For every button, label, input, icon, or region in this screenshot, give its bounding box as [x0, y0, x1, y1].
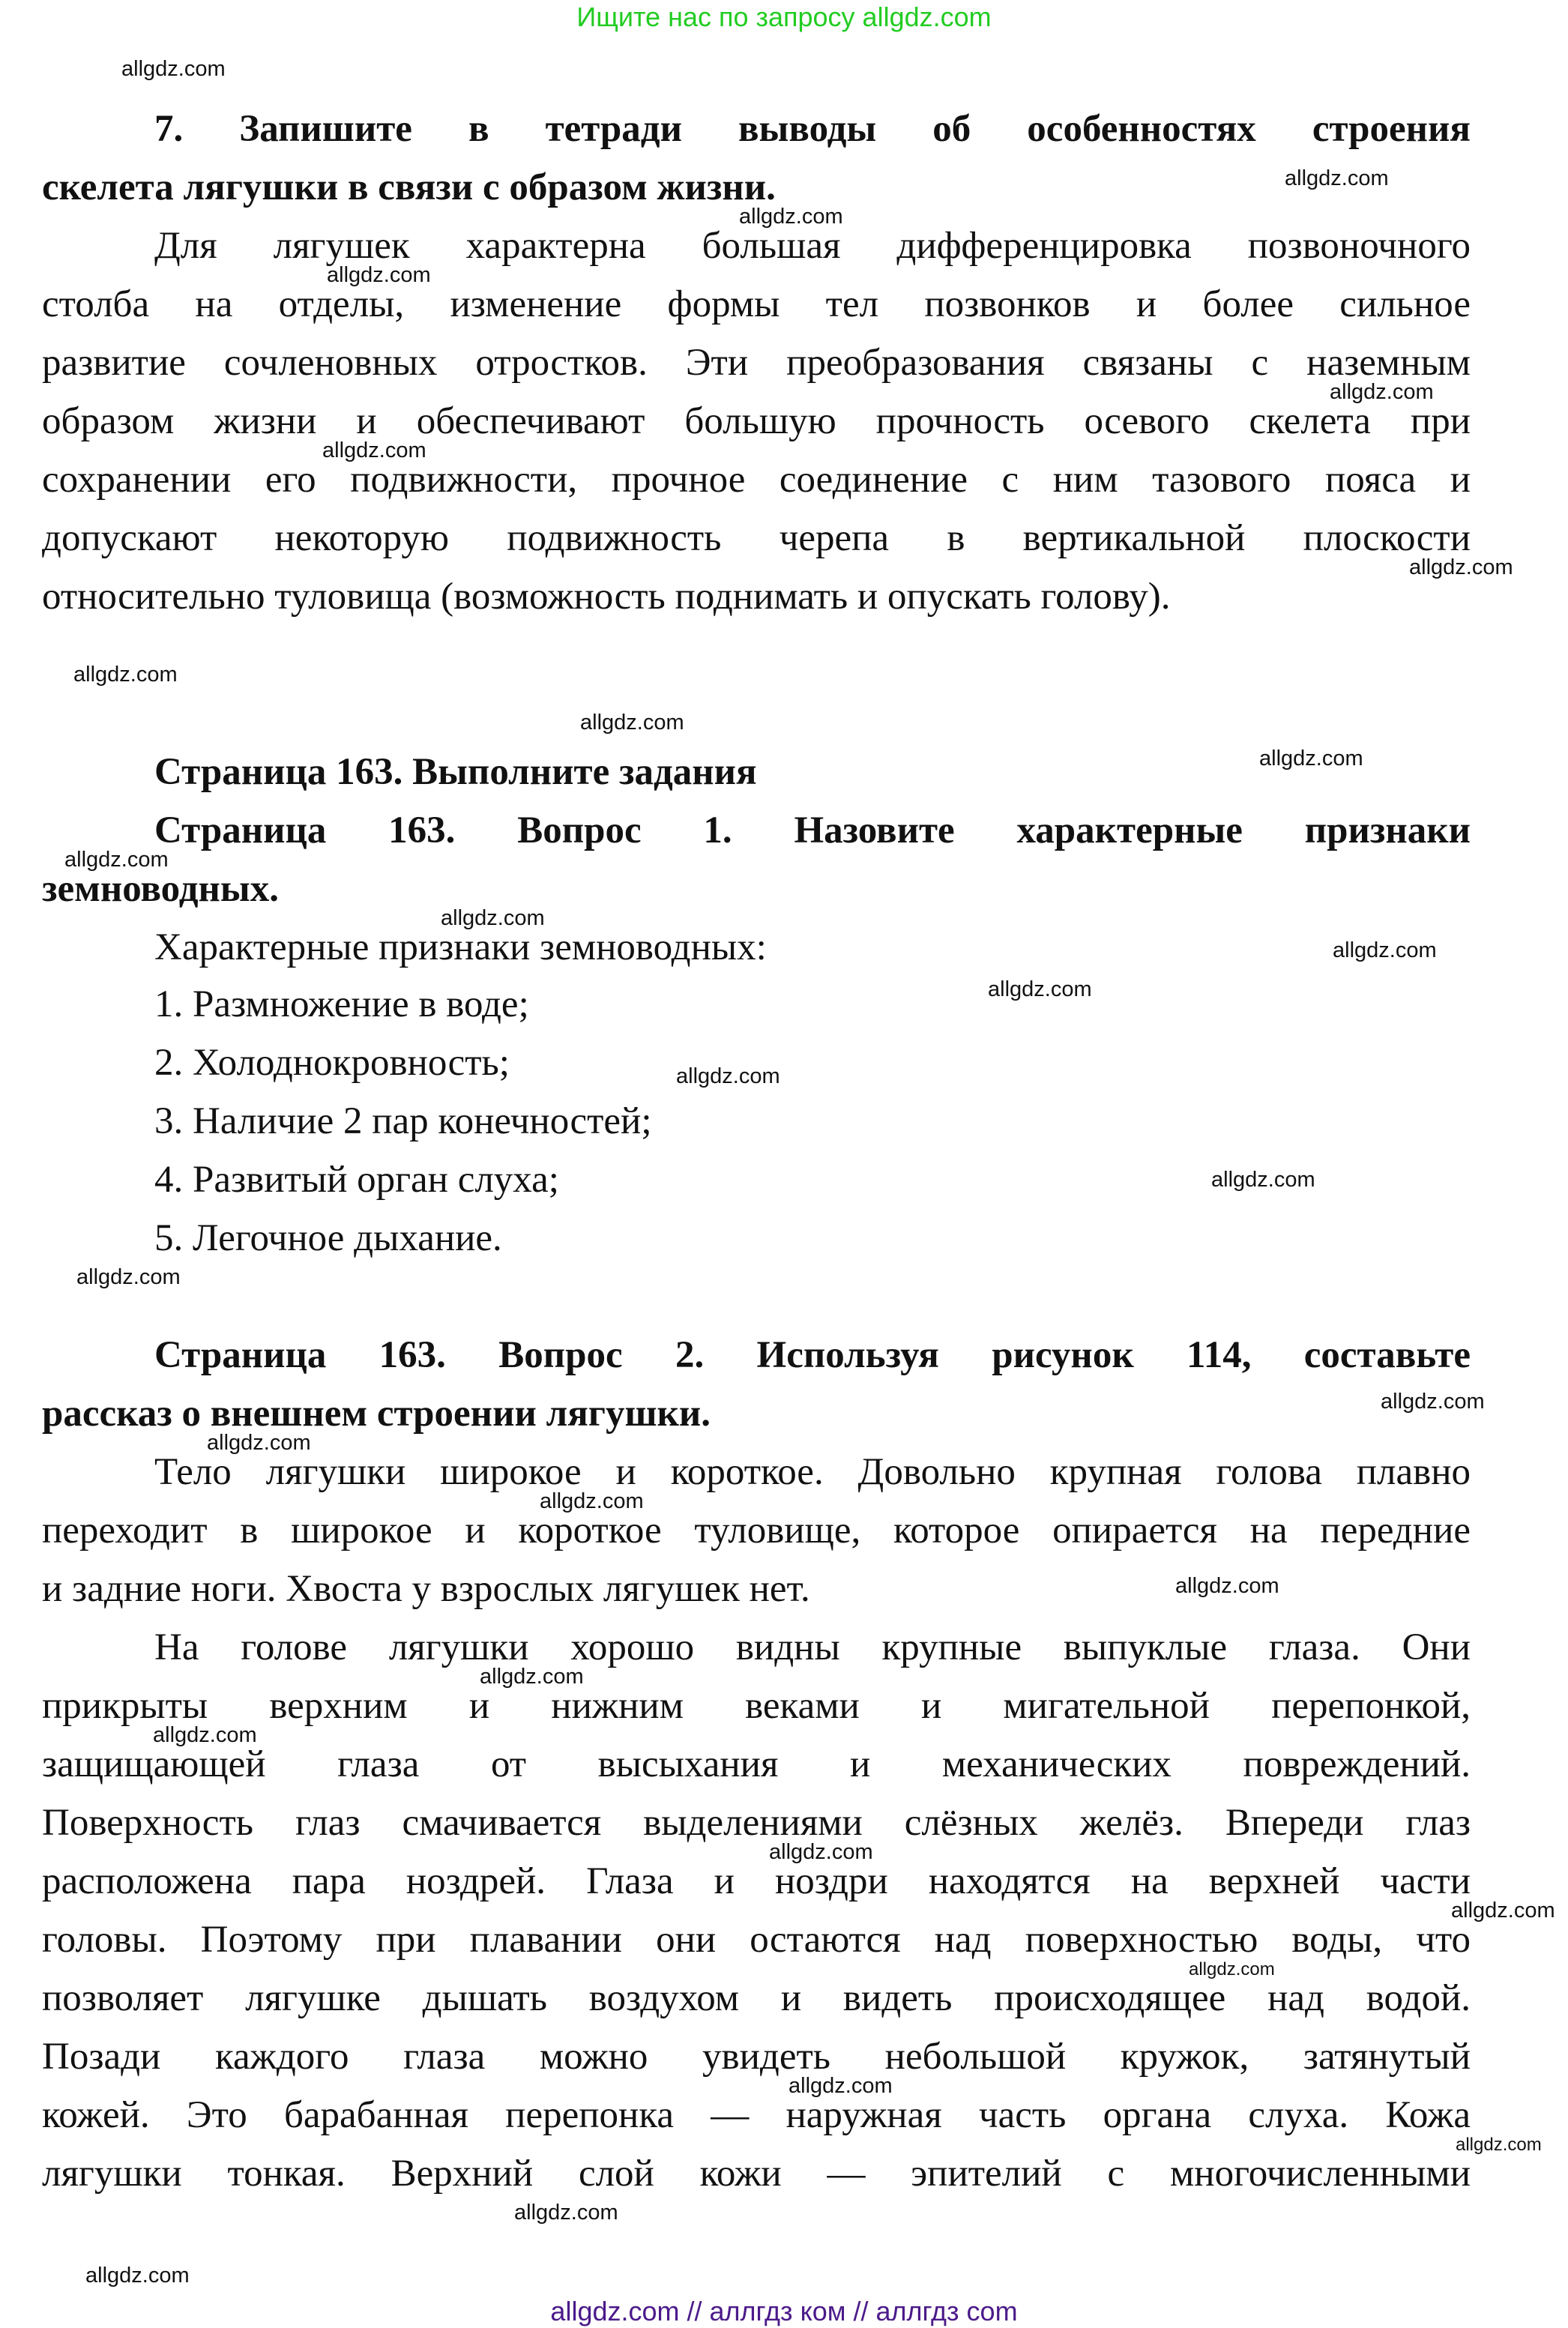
watermark: allgdz.com	[76, 1265, 181, 1289]
list-item: 1. Размножение в воде;	[154, 983, 529, 1025]
watermark: allgdz.com	[540, 1489, 644, 1513]
task-heading: скелета лягушки в связи с образом жизни.	[42, 166, 776, 208]
list-item: 3. Наличие 2 пар конечностей;	[154, 1100, 652, 1142]
paragraph-line: Тело лягушки широкое и короткое. Довольно крупная голова плавно	[154, 1451, 1471, 1493]
watermark: allgdz.com	[1330, 380, 1434, 404]
watermark: allgdz.com	[769, 1840, 873, 1864]
paragraph-line: Позади каждого глаза можно увидеть небольшой кружок, затянутый	[42, 2036, 1471, 2078]
paragraph-line: сохранении его подвижности, прочное соединение с ним тазового пояса и	[42, 459, 1471, 501]
watermark: allgdz.com	[64, 848, 169, 872]
paragraph-line: образом жизни и обеспечивают большую прочность осевого скелета при	[42, 400, 1471, 442]
watermark: allgdz.com	[514, 2201, 618, 2225]
paragraph-line: прикрыты верхним и нижним веками и мигательной перепонкой,	[42, 1685, 1471, 1727]
search-promo-link[interactable]: Ищите нас по запросу allgdz.com	[576, 1, 992, 32]
footer-links[interactable]: allgdz.com // аллгдз ком // аллгдз com	[550, 2296, 1018, 2327]
watermark: allgdz.com	[207, 1431, 311, 1455]
watermark: allgdz.com	[1175, 1574, 1279, 1598]
task-heading: 7. Запишите в тетради выводы об особенностях строения	[154, 108, 1471, 150]
paragraph-line: головы. Поэтому при плавании они остаются над поверхностью воды, что	[42, 1919, 1471, 1961]
paragraph-line: столба на отделы, изменение формы тел позвонков и более сильное	[42, 283, 1471, 325]
watermark: allgdz.com	[153, 1723, 257, 1747]
question-heading: земноводных.	[42, 868, 279, 910]
paragraph-line: относительно туловища (возможность поднимать и опускать голову).	[42, 576, 1171, 618]
question-heading: рассказ о внешнем строении лягушки.	[42, 1393, 711, 1435]
watermark: allgdz.com	[1285, 166, 1389, 190]
watermark: allgdz.com	[322, 438, 426, 462]
watermark: allgdz.com	[1211, 1168, 1315, 1192]
watermark: allgdz.com	[1381, 1390, 1485, 1414]
watermark: allgdz.com	[480, 1665, 584, 1689]
watermark: allgdz.com	[441, 906, 545, 930]
watermark: allgdz.com	[1409, 555, 1513, 579]
list-item: 2. Холоднокровность;	[154, 1042, 510, 1084]
paragraph-line: и задние ноги. Хвоста у взрослых лягушек нет.	[42, 1568, 810, 1610]
paragraph-line: переходит в широкое и короткое туловище, которое опирается на передние	[42, 1510, 1471, 1552]
paragraph-line: допускают некоторую подвижность черепа в вертикальной плоскости	[42, 517, 1471, 559]
watermark: allgdz.com	[121, 57, 226, 81]
paragraph-line: Поверхность глаз смачивается выделениями слёзных желёз. Впереди глаз	[42, 1802, 1471, 1844]
watermark: allgdz.com	[1259, 747, 1363, 771]
question-heading: Страница 163. Вопрос 1. Назовите характерные признаки	[154, 809, 1471, 851]
watermark: allgdz.com	[73, 663, 178, 687]
paragraph-line: На голове лягушки хорошо видны крупные выпуклые глаза. Они	[154, 1626, 1471, 1668]
watermark: allgdz.com	[327, 263, 431, 287]
list-intro: Характерные признаки земноводных:	[154, 926, 767, 968]
watermark: allgdz.com	[988, 977, 1092, 1001]
paragraph-line: позволяет лягушке дышать воздухом и видеть происходящее над водой.	[42, 1977, 1471, 2019]
paragraph-line: защищающей глаза от высыхания и механических повреждений.	[42, 1743, 1471, 1785]
paragraph-line: лягушки тонкая. Верхний слой кожи — эпителий с многочисленными	[42, 2153, 1471, 2195]
paragraph-line: развитие сочленовных отростков. Эти преобразования связаны с наземным	[42, 342, 1471, 384]
watermark: allgdz.com	[739, 205, 843, 229]
watermark: allgdz.com	[1189, 1959, 1275, 1979]
watermark: allgdz.com	[85, 2264, 190, 2288]
paragraph-line: Для лягушек характерна большая дифференцировка позвоночного	[154, 225, 1471, 267]
paragraph-line: кожей. Это барабанная перепонка — наружная часть органа слуха. Кожа	[42, 2094, 1471, 2136]
section-title: Страница 163. Выполните задания	[154, 751, 757, 793]
paragraph-line: расположена пара ноздрей. Глаза и ноздри находятся на верхней части	[42, 1860, 1471, 1902]
watermark: allgdz.com	[1333, 938, 1437, 962]
question-heading: Страница 163. Вопрос 2. Используя рисунок 114, составьте	[154, 1334, 1471, 1376]
watermark: allgdz.com	[676, 1064, 780, 1088]
watermark: allgdz.com	[580, 711, 684, 735]
watermark: allgdz.com	[1451, 1899, 1555, 1923]
watermark: allgdz.com	[1456, 2135, 1542, 2155]
list-item: 4. Развитый орган слуха;	[154, 1159, 559, 1201]
list-item: 5. Легочное дыхание.	[154, 1217, 502, 1259]
watermark: allgdz.com	[788, 2074, 893, 2098]
